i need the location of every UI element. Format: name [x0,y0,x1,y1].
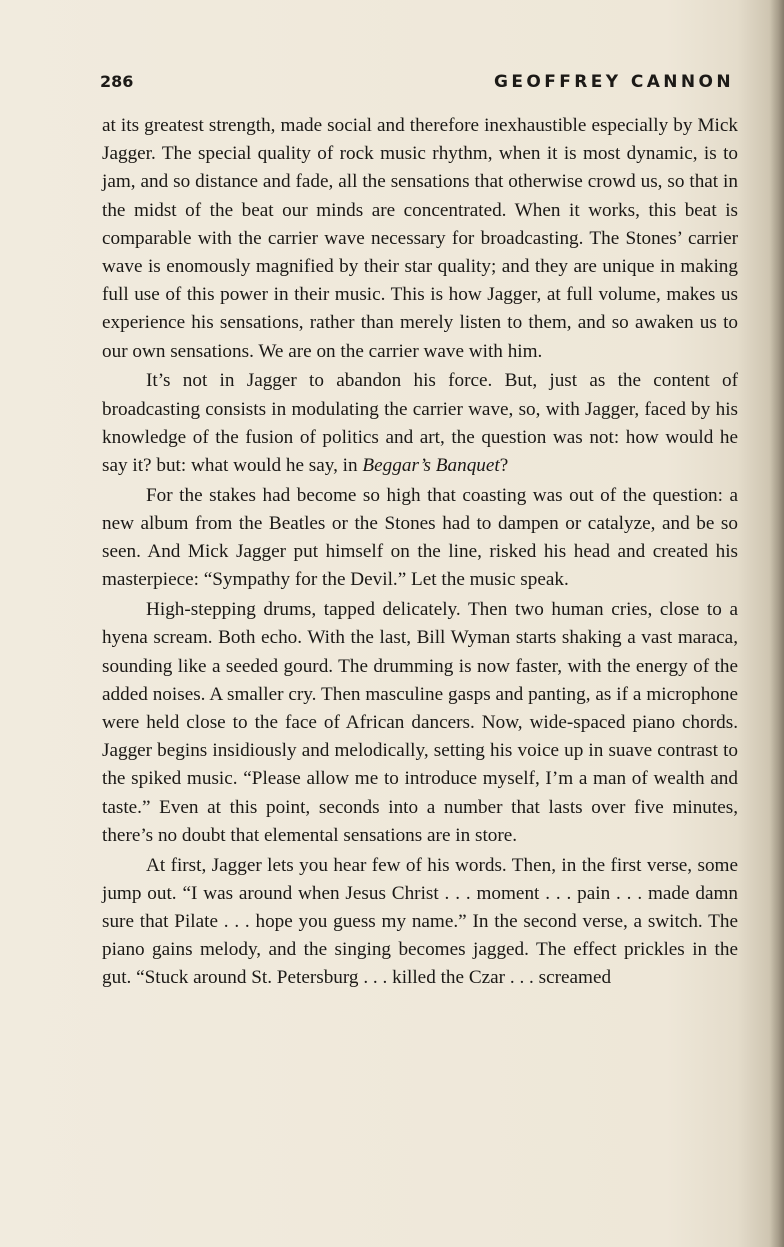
page-number: 286 [100,72,134,91]
paragraph-2-text-after: ? [499,455,509,477]
paragraph-2 [102,367,738,480]
paragraph-3: For the stakes had become so high that coasting was out of the question: a new album from the Beatles or the Stones had to dampen or catalyze, and be so seen. And Mick Jagger put himself on the line, risked his head and created his masterpiece: “Sympathy for the Devil.” Let the music speak. [102,484,738,591]
page-gutter-shadow [770,0,784,1247]
paragraph-1: at its greatest strength, made social and therefore inexhaustible especially by Mick Jagger. The special quality of rock music rhythm, when it is most dynamic, is to jam, and so distance and fade, all the sensations that otherwise crowd us, so that in the midst of the beat our minds are concentrated. When it works, this beat is comparable with the carrier wave necessary for broadcasting. The Stones’ carrier wave is enomously magnified by their star quality; and they are unique in making full use of this power in their music. This is how Jagger, at full volume, makes us experience his sensations, rather than merely listen to them, and so awaken us to our own sensations. We are on the carrier wave with him. [102,115,738,362]
paragraph-5: At first, Jagger lets you hear few of his words. Then, in the first verse, some jump out. “I was around when Jesus Christ . . . moment . . . pain . . . made damn sure that Pilate . . . hope you guess my name.” In the second verse, a switch. The piano gains melody, and the singing becomes jagged. The effect prickles in the gut. “Stuck around St. Petersburg . . . killed the Czar . . . screamed [102,854,738,989]
running-head-author: GEOFFREY CANNON [494,72,734,92]
album-title: Beggar’s Banquet [362,455,500,477]
page-header [100,70,740,96]
paragraph-2-text-before: It’s not in Jagger to abandon his force. But, just as the content of broadcasting consists in modulating the carrier wave, so, with Jagger, faced by his knowledge of the fusion of politics and art, the question was not: how would he say it? but: what would he say, in [102,370,738,477]
paragraph-4: High-stepping drums, tapped delicately. Then two human cries, close to a hyena scream. Both echo. With the last, Bill Wyman starts shaking a vast maraca, sounding like a seeded gourd. The drumming is now faster, with the energy of the added noises. A smaller cry. Then masculine gasps and panting, as if a microphone were held close to the face of African dancers. Now, wide-spaced piano chords. Jagger begins insidiously and melodically, setting his voice up in suave contrast to the spiked music. “Please allow me to introduce myself, I’m a man of wealth and taste.” Even at this point, seconds into a number that lasts over five minutes, there’s no doubt that elemental sensations are in store. [102,599,738,846]
body-text [102,112,738,994]
